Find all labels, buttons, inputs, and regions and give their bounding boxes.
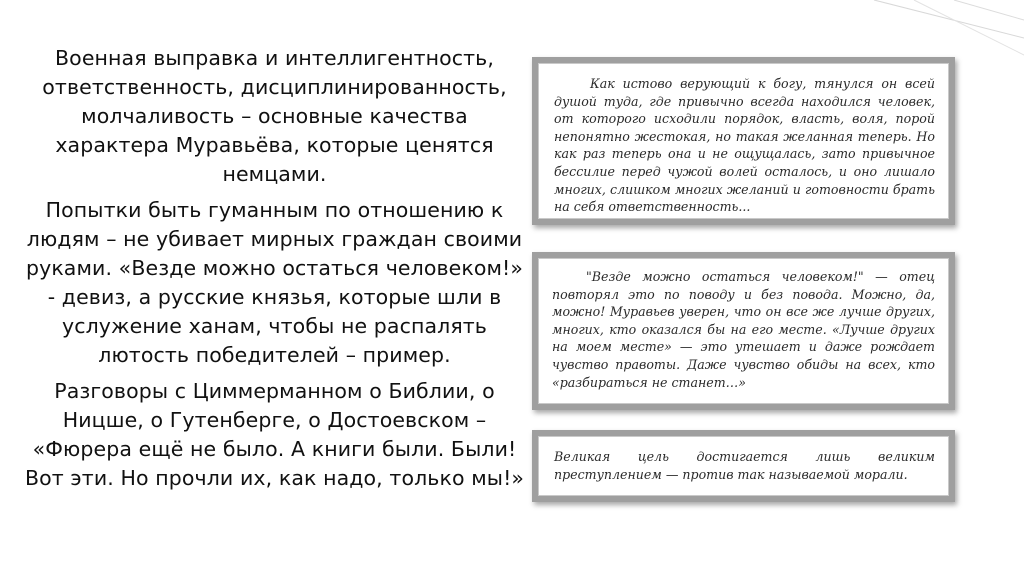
left-text-column — [22, 44, 527, 500]
quote-box-1 — [532, 57, 955, 225]
quote-box-3 — [532, 430, 955, 502]
paragraph-character-traits: Военная выправка и интеллигентность, ответственность, дисциплинированность, молчаливость – основные качества характера Муравьёва, которые ценятся немцами. — [42, 46, 507, 186]
paragraph-humanity-motto: Попытки быть гуманным по отношению к людям – не убивает мирных граждан своими руками. «Везде можно остаться человеком!» - девиз, а русские князья, которые шли в услужение ханам, чтобы не распалять лютость победителей – пример. — [25, 198, 524, 367]
quote-box-2 — [532, 252, 955, 410]
quote-text-3: Великая цель достигается лишь великим преступлением — против так называемой морали. — [554, 449, 935, 482]
quote-text-2: "Везде можно остаться человеком!" — отец повторял это по поводу и без повода. Можно, да, можно! Муравьев уверен, что он все же лучше других, многих, кто оказался бы на его месте. «Лучше других на моем месте» — это утешает и даже рождает чувство правоты. Даже чувство обиды на всех, кто «разбираться не станет…» — [552, 269, 935, 390]
quote-text-1: Как истово верующий к богу, тянулся он всей душой туда, где привычно всегда находился человек, от которого исходили порядок, власть, воля, порой непонятно жестокая, но такая желанная теперь. Но как раз теперь она и не ощущалась, зато привычное бессилие перед чужой волей осталось, и оно лишало многих, слишком многих желаний и готовности брать на себя ответственность... — [554, 76, 935, 215]
paragraph-zimmermann-conversations: Разговоры с Циммерманном о Библии, о Ницше, о Гутенберге, о Достоевском – «Фюрера ещё не было. А книги были. Были! Вот эти. Но прочли их, как надо, только мы!» — [24, 379, 525, 490]
decorative-corner-lines — [834, 0, 1024, 60]
